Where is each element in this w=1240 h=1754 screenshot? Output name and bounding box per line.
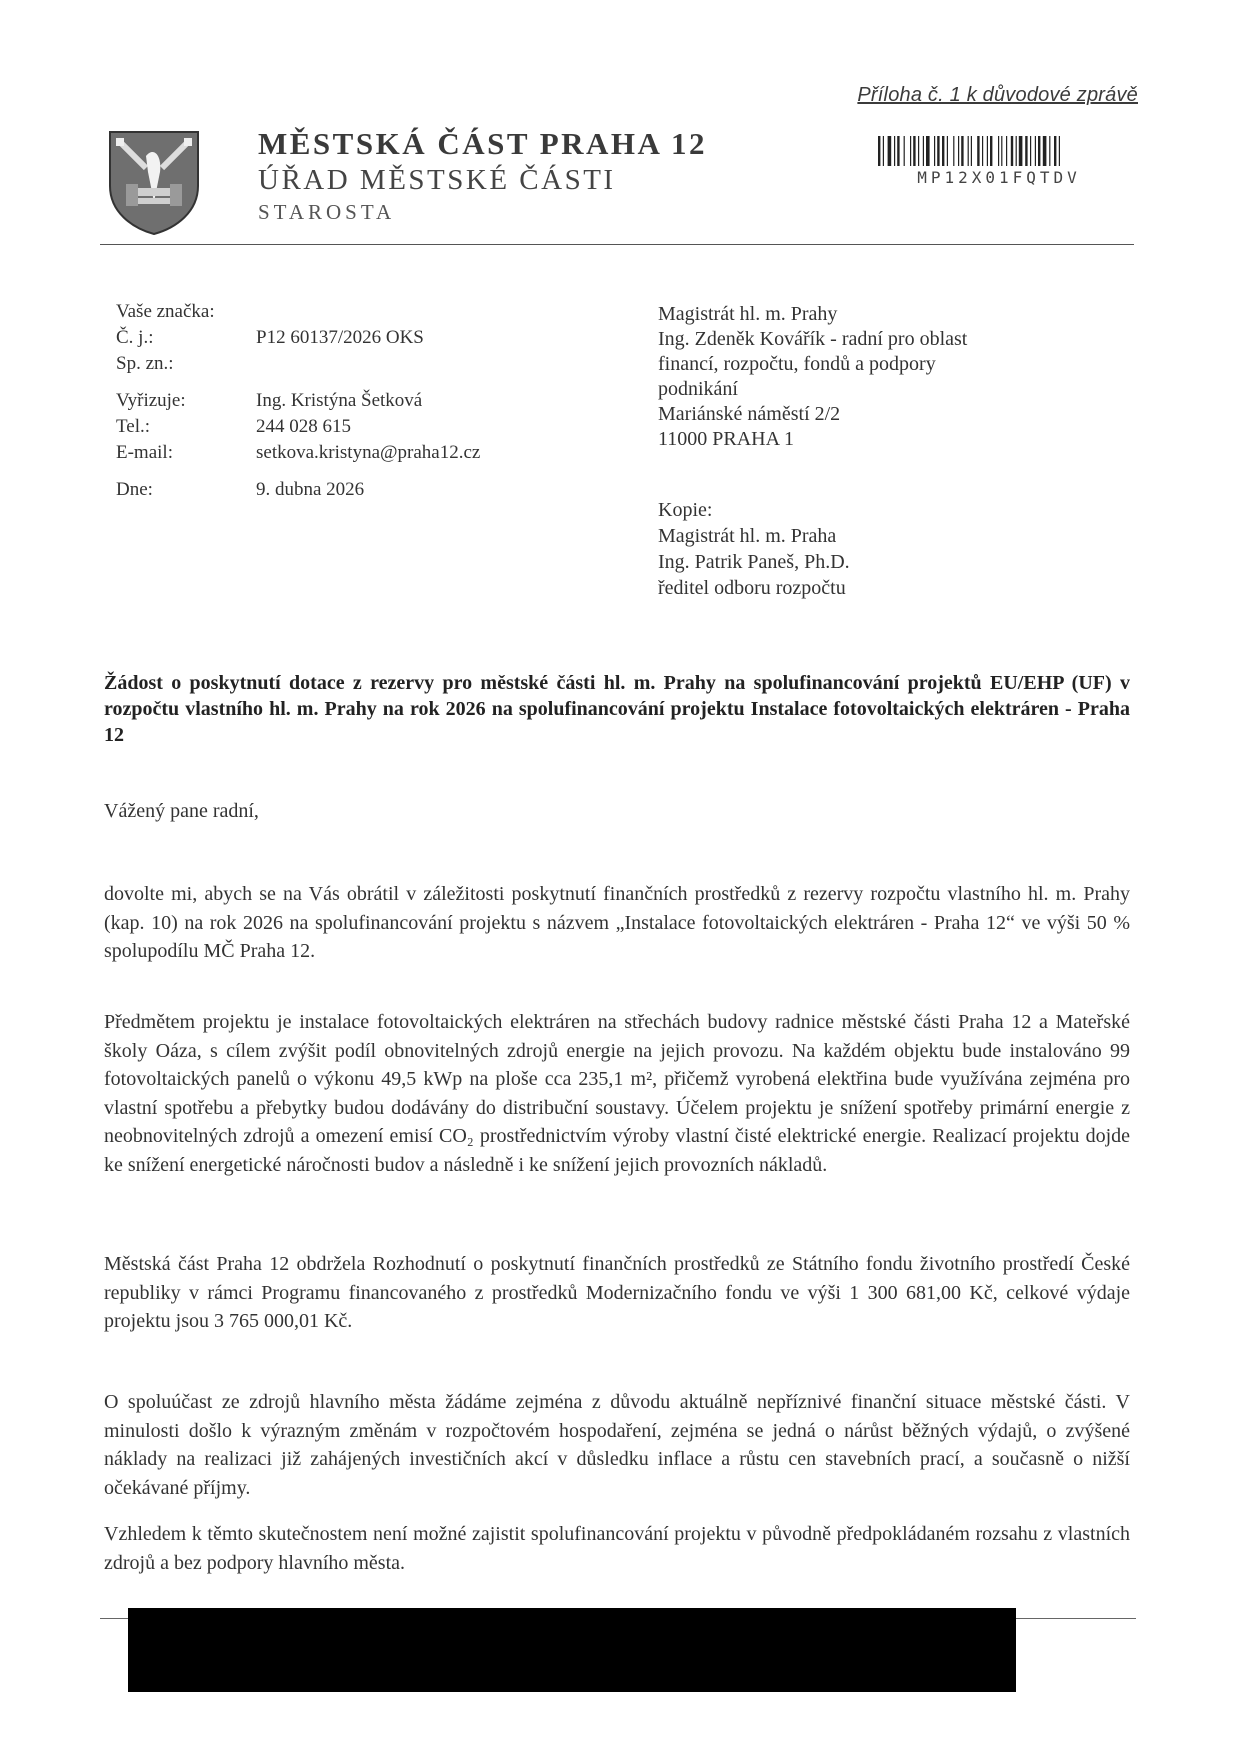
meta-label: E-mail: — [116, 442, 173, 463]
copy-line: Kopie: — [658, 499, 713, 521]
body-paragraph: Předmětem projektu je instalace fotovoltaických elektráren na střechách budovy radnice městské části Praha 12 a Mateřské školy Oáza, s cílem zvýšit podíl obnovitelných zdrojů energie na jejich provozu. Na každém objektu bude instalováno 99 fotovoltaických panelů o výkonu 49,5 kWp na ploše cca 235,1 m², přičemž vyrobená elektřina bude využívána zejména pro vlastní spotřebu a přebytky budou dodávány do distribuční soustavy. Účelem projektu je snížení spotřeby primární energie z neobnovitelných zdrojů a omezení emisí CO₂ prostřednictvím výroby vlastní čisté elektrické energie. Realizací projektu dojde ke snížení energetické náročnosti budov a následně i ke snížení jejich provozních nákladů. — [104, 1011, 1130, 1176]
address-line: Magistrát hl. m. Prahy — [658, 303, 838, 325]
redaction-block — [128, 1608, 1016, 1692]
meta-label: Vaše značka: — [116, 301, 215, 322]
copy-line: Magistrát hl. m. Praha — [658, 525, 837, 547]
header-divider — [100, 244, 1134, 245]
meta-value: Ing. Kristýna Šetková — [256, 390, 423, 411]
salutation: Vážený pane radní, — [104, 800, 259, 822]
body-paragraph: Městská část Praha 12 obdržela Rozhodnutí o poskytnutí finančních prostředků ze Státního fondu životního prostředí České republiky v rámci Programu financovaného z prostředků Modernizačního fondu ve výši 1 300 681,00 Kč, celkové výdaje projektu jsou 3 765 000,01 Kč. — [104, 1253, 1130, 1332]
address-line: Mariánské náměstí 2/2 — [658, 403, 841, 425]
barcode-icon — [878, 136, 1120, 166]
body-paragraph: Vzhledem k těmto skutečnostem není možné zajistit spolufinancování projektu v původně předpokládaném rozsahu z vlastních zdrojů a bez podpory hlavního města. — [104, 1523, 1130, 1574]
meta-value: P12 60137/2026 OKS — [256, 327, 424, 348]
org-role: STAROSTA — [258, 200, 396, 224]
recipient-address — [658, 302, 1098, 452]
document-code: MP12X01FQTDV — [917, 168, 1081, 187]
meta-value: 9. dubna 2026 — [256, 479, 365, 500]
meta-label: Sp. zn.: — [116, 353, 174, 374]
body-paragraph: dovolte mi, abych se na Vás obrátil v záležitosti poskytnutí finančních prostředků z rezervy rozpočtu vlastního hl. m. Prahy (kap. 10) na rok 2026 na spolufinancování projektu s názvem „Instalace fotovoltaických elektráren - Praha 12“ ve výši 50 % spolupodílu MČ Praha 12. — [104, 883, 1130, 962]
meta-label: Dne: — [116, 479, 153, 500]
copy-line: Ing. Patrik Paneš, Ph.D. — [658, 551, 850, 573]
copy-recipient — [658, 497, 1098, 601]
copy-line: ředitel odboru rozpočtu — [658, 577, 846, 599]
address-line: financí, rozpočtu, fondů a podpory — [658, 353, 936, 375]
org-office: ÚŘAD MĚSTSKÉ ČÁSTI — [258, 164, 616, 196]
meta-value: setkova.kristyna@praha12.cz — [256, 442, 481, 463]
annex-note: Příloha č. 1 k důvodové zprávě — [857, 84, 1138, 106]
address-line: podnikání — [658, 378, 738, 400]
address-line: Ing. Zdeněk Kovářík - radní pro oblast — [658, 328, 968, 350]
body-paragraph: O spoluúčast ze zdrojů hlavního města žádáme zejména z důvodu aktuálně nepříznivé finanční situace městské části. V minulosti došlo k výrazným změnám v rozpočtovém hospodaření, zejména se jedná o nárůst běžných výdajů, o zvýšené náklady na realizaci již zahájených investičních akcí v důsledku inflace a růstu cen stavebních prací, a současně o nižší očekávané příjmy. — [104, 1391, 1130, 1499]
meta-label: Tel.: — [116, 416, 151, 437]
letter-subject: Žádost o poskytnutí dotace z rezervy pro městské části hl. m. Prahy na spolufinancování projektů EU/EHP (UF) v rozpočtu vlastního hl. m. Prahy na rok 2026 na spolufinancování projektu Instalace fotovoltaických elektráren - Praha 12 — [104, 672, 1130, 746]
meta-label: Vyřizuje: — [116, 390, 186, 411]
meta-label: Č. j.: — [116, 327, 154, 348]
coat-of-arms-icon — [106, 128, 202, 236]
org-name: MĚSTSKÁ ČÁST PRAHA 12 — [258, 126, 707, 161]
meta-value: 244 028 615 — [256, 416, 351, 437]
address-line: 11000 PRAHA 1 — [658, 428, 794, 450]
